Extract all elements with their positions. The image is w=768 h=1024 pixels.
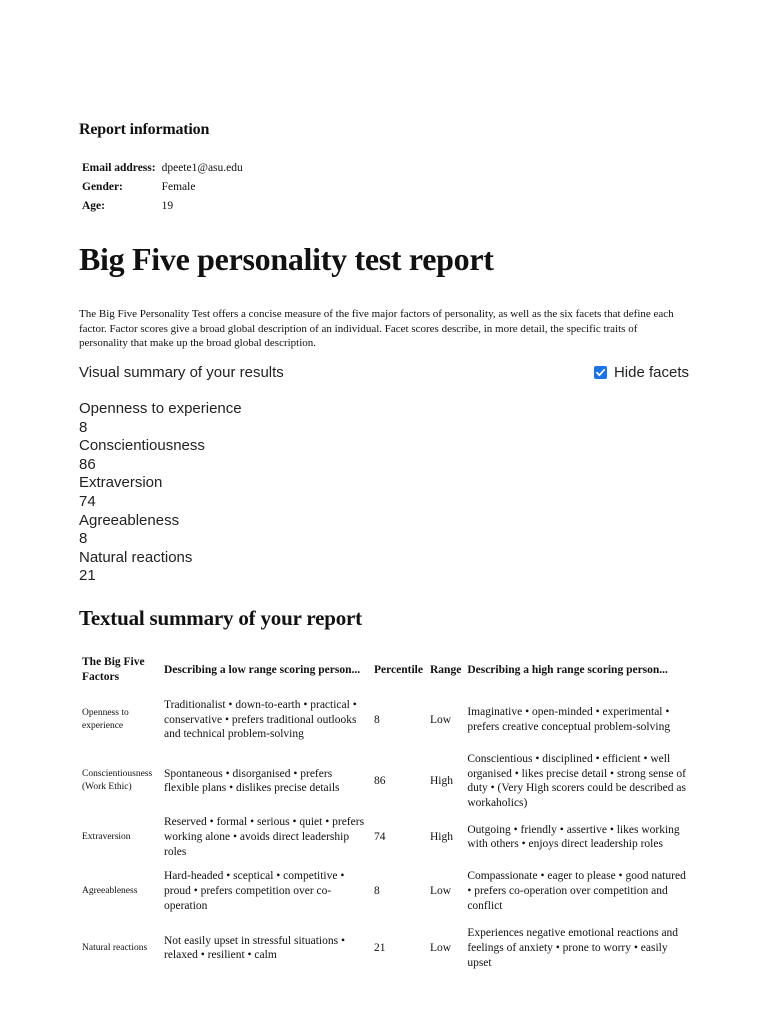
score-value: 21 (79, 567, 96, 585)
high-description-cell: Imaginative • open-minded • experimental • prefers creative conceptual problem-solving (467, 706, 671, 733)
email-label: Email address: (82, 161, 156, 174)
textual-summary-table (79, 650, 690, 976)
textual-summary-heading: Textual summary of your report (79, 606, 362, 630)
intro-paragraph: The Big Five Personality Test offers a concise measure of the five major factors of personality, as well as the six facets that define each factor. Factor scores give a broad global description of an individual. Facet scores describe, in more detail, the specific traits of personality that make up the broad global description. (79, 308, 674, 350)
factor-cell: Openness to experience (82, 708, 129, 731)
percentile-cell: 8 (374, 885, 380, 898)
hide-facets-checkbox[interactable] (594, 366, 607, 379)
header-range: Range (430, 663, 462, 676)
visual-summary-scores (79, 400, 242, 586)
range-cell: High (430, 831, 453, 844)
header-low: Describing a low range scoring person... (164, 663, 361, 676)
low-description-cell: Spontaneous • disorganised • prefers flexible plans • dislikes precise details (164, 767, 340, 795)
report-info-heading: Report information (79, 121, 210, 138)
score-natural-reactions (79, 549, 242, 586)
email-row (79, 158, 246, 177)
score-conscientiousness (79, 437, 242, 474)
score-agreeableness (79, 512, 242, 549)
percentile-cell: 86 (374, 774, 386, 787)
score-name: Natural reactions (79, 548, 193, 566)
score-extraversion (79, 474, 242, 511)
percentile-cell: 74 (374, 831, 386, 844)
high-description-cell: Conscientious • disciplined • efficient • well organised • likes precise detail • strong sense of duty • (Very High scorers could be described as workaholics) (467, 753, 686, 809)
factor-cell: Natural reactions (82, 942, 148, 953)
report-info-table (79, 158, 246, 215)
page-title: Big Five personality test report (79, 241, 494, 277)
gender-value: Female (161, 180, 196, 193)
header-factors: The Big Five Factors (82, 656, 145, 683)
age-row (79, 196, 246, 215)
low-description-cell: Traditionalist • down-to-earth • practical • conservative • prefers traditional outlooks and technical problem-solving (164, 699, 357, 741)
score-value: 74 (79, 492, 96, 510)
hide-facets-toggle[interactable] (594, 364, 689, 381)
low-description-cell: Reserved • formal • serious • quiet • prefers working alone • avoids direct leadership roles (164, 816, 365, 858)
table-row (79, 812, 690, 862)
range-cell: Low (430, 942, 452, 955)
table-row (79, 750, 690, 812)
visual-summary-header (79, 363, 689, 385)
table-row (79, 690, 690, 750)
visual-summary-label: Visual summary of your results (79, 364, 284, 381)
score-value: 86 (79, 455, 96, 473)
factor-cell: Conscientiousness (Work Ethic) (82, 769, 153, 793)
gender-label: Gender: (82, 180, 123, 193)
high-description-cell: Compassionate • eager to please • good natured • prefers co-operation over competition and conflict (467, 870, 686, 912)
low-description-cell: Not easily upset in stressful situations • relaxed • resilient • calm (164, 934, 345, 962)
header-percentile: Percentile (374, 663, 423, 676)
age-label: Age: (82, 199, 105, 212)
hide-facets-label: Hide facets (613, 364, 689, 381)
score-name: Extraversion (79, 474, 163, 492)
email-value: dpeete1@asu.edu (161, 161, 243, 174)
checkmark-icon (595, 367, 606, 378)
percentile-cell: 8 (374, 713, 380, 726)
score-name: Conscientiousness (79, 437, 205, 455)
table-row (79, 920, 690, 976)
score-name: Agreeableness (79, 511, 180, 529)
low-description-cell: Hard-headed • sceptical • competitive • proud • prefers competition over co-operation (164, 870, 345, 912)
gender-row (79, 177, 246, 196)
score-name: Openness to experience (79, 400, 242, 417)
factor-cell: Agreeableness (82, 885, 138, 896)
high-description-cell: Experiences negative emotional reactions and feelings of anxiety • prone to worry • easily upset (467, 927, 679, 969)
range-cell: Low (430, 713, 452, 726)
high-description-cell: Outgoing • friendly • assertive • likes working with others • enjoys direct leadership roles (467, 823, 680, 851)
factor-cell: Extraversion (82, 831, 131, 842)
header-high: Describing a high range scoring person... (467, 663, 668, 676)
age-value: 19 (161, 199, 174, 212)
table-row (79, 862, 690, 920)
score-openness (79, 400, 242, 437)
table-header-row (79, 650, 690, 690)
range-cell: Low (430, 885, 452, 898)
range-cell: High (430, 774, 453, 787)
score-value: 8 (79, 530, 88, 548)
score-value: 8 (79, 418, 88, 436)
percentile-cell: 21 (374, 942, 386, 955)
